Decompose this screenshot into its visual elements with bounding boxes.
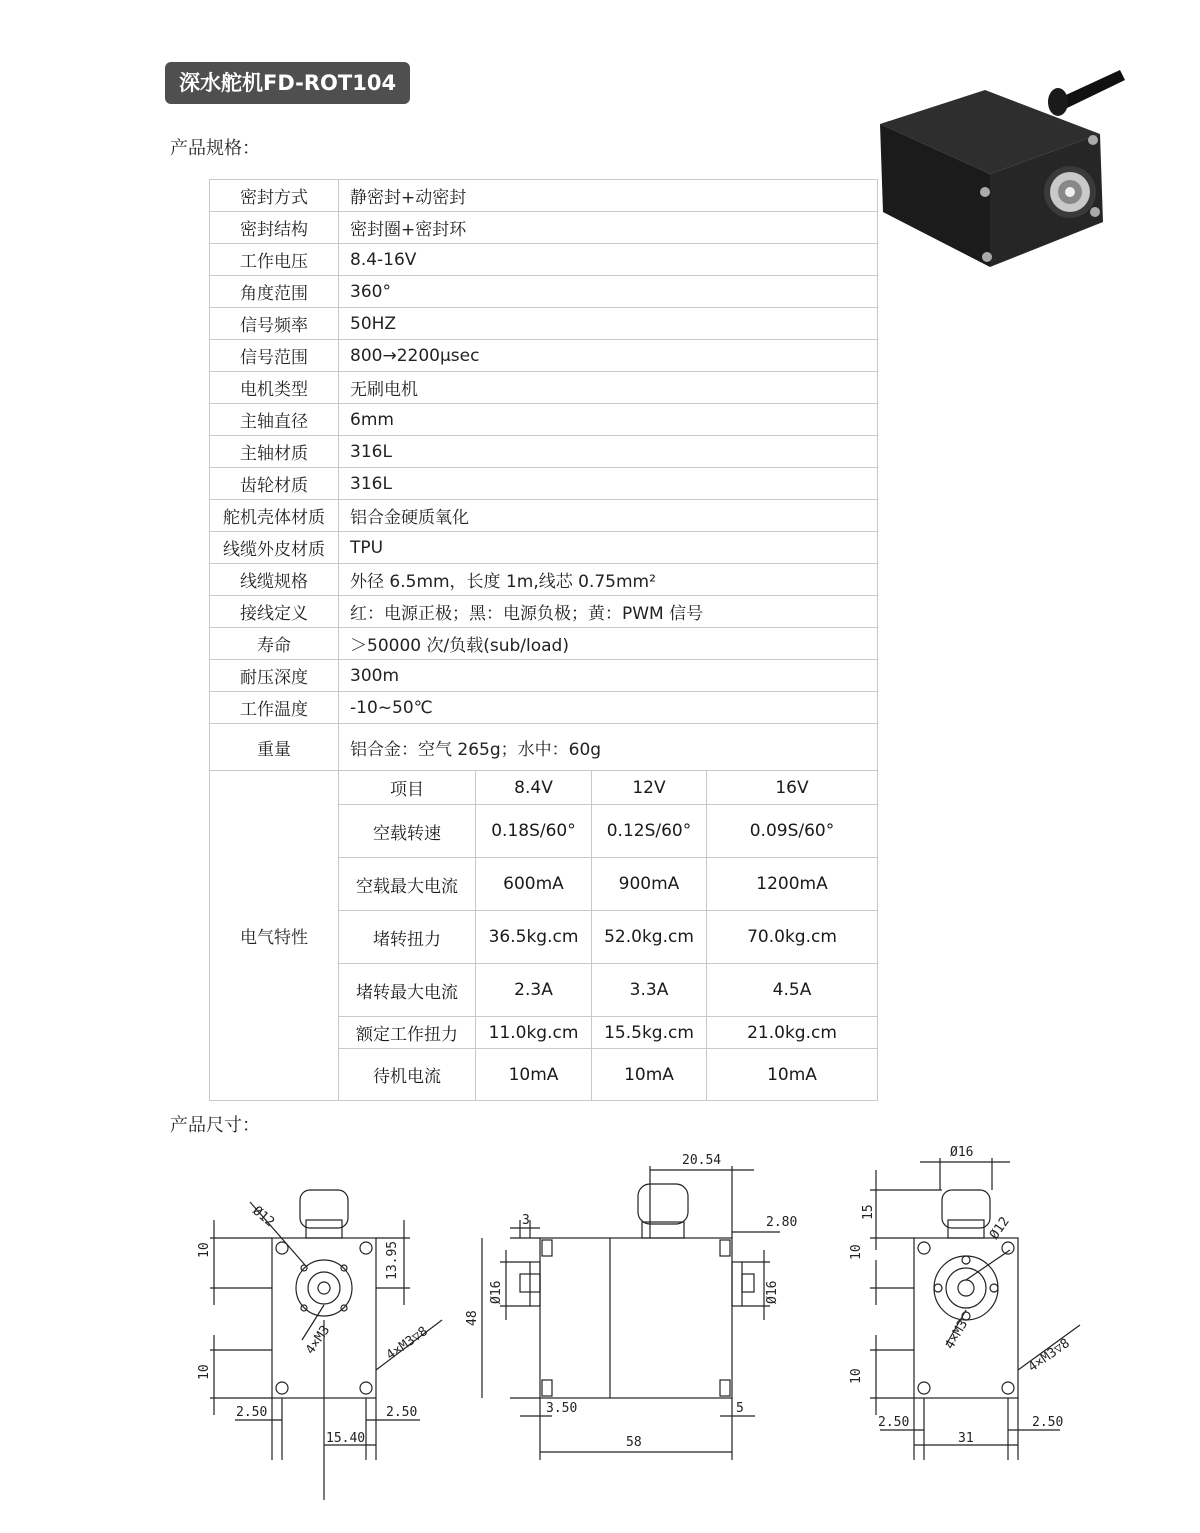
electrical-item: 空载最大电流 — [339, 858, 476, 911]
electrical-header-row — [210, 771, 878, 805]
spec-value: 50HZ — [339, 308, 878, 340]
spec-label: 耐压深度 — [210, 660, 339, 692]
electrical-item: 额定工作扭力 — [339, 1017, 476, 1049]
spec-label: 工作电压 — [210, 244, 339, 276]
electrical-value: 0.18S/60° — [476, 805, 592, 858]
spec-value: 6mm — [339, 404, 878, 436]
spec-section-label: 产品规格： — [170, 138, 260, 159]
electrical-value: 3.3A — [592, 964, 707, 1017]
electrical-value: 0.12S/60° — [592, 805, 707, 858]
spec-value: 316L — [339, 436, 878, 468]
electrical-value: 600mA — [476, 858, 592, 911]
spec-label: 信号范围 — [210, 340, 339, 372]
back-dim-d12: Ø12 — [986, 1214, 1013, 1243]
electrical-header-cell: 16V — [707, 771, 878, 805]
electrical-value: 10mA — [707, 1049, 878, 1101]
front-dim-10-top: 10 — [197, 1242, 212, 1258]
back-dim-d16: Ø16 — [950, 1145, 974, 1160]
side-dim-d16-right: Ø16 — [765, 1280, 780, 1304]
back-dim-m3-depth: 4×M3▽8 — [1025, 1336, 1073, 1376]
electrical-value: 4.5A — [707, 964, 878, 1017]
back-dim-10-bottom: 10 — [849, 1368, 864, 1384]
electrical-item: 堵转最大电流 — [339, 964, 476, 1017]
spec-row — [210, 628, 878, 660]
size-section-label: 产品尺寸： — [170, 1115, 260, 1136]
spec-row — [210, 596, 878, 628]
spec-label: 齿轮材质 — [210, 468, 339, 500]
spec-value: ＞50000 次/负载(sub/load) — [339, 628, 878, 660]
electrical-label: 电气特性 — [210, 771, 339, 1101]
electrical-item: 空载转速 — [339, 805, 476, 858]
side-dim-58: 58 — [626, 1435, 642, 1450]
spec-row — [210, 276, 878, 308]
electrical-value: 10mA — [592, 1049, 707, 1101]
spec-value: TPU — [339, 532, 878, 564]
spec-value: 300m — [339, 660, 878, 692]
electrical-header-cell: 项目 — [339, 771, 476, 805]
electrical-item: 堵转扭力 — [339, 911, 476, 964]
spec-value: 铝合金硬质氧化 — [339, 500, 878, 532]
spec-row — [210, 468, 878, 500]
electrical-value: 2.3A — [476, 964, 592, 1017]
spec-row — [210, 692, 878, 724]
electrical-header-cell: 12V — [592, 771, 707, 805]
spec-label: 角度范围 — [210, 276, 339, 308]
spec-row — [210, 564, 878, 596]
side-dim-2-80: 2.80 — [766, 1215, 798, 1230]
spec-value: 静密封+动密封 — [339, 180, 878, 212]
spec-label: 主轴直径 — [210, 404, 339, 436]
spec-value: 密封圈+密封环 — [339, 212, 878, 244]
side-dim-48: 48 — [465, 1310, 480, 1326]
front-dim-13-95: 13.95 — [385, 1240, 400, 1280]
spec-label: 线缆规格 — [210, 564, 339, 596]
spec-value: 360° — [339, 276, 878, 308]
front-dim-2-50-left: 2.50 — [236, 1405, 268, 1420]
spec-label: 信号频率 — [210, 308, 339, 340]
spec-value: -10~50℃ — [339, 692, 878, 724]
spec-row — [210, 532, 878, 564]
servo-product-photo — [875, 62, 1130, 272]
spec-label: 线缆外皮材质 — [210, 532, 339, 564]
spec-label: 接线定义 — [210, 596, 339, 628]
spec-value: 外径 6.5mm，长度 1m,线芯 0.75mm² — [339, 564, 878, 596]
side-dim-d16-left: Ø16 — [489, 1280, 504, 1304]
front-dim-15-40: 15.40 — [326, 1431, 366, 1446]
spec-value: 800→2200μsec — [339, 340, 878, 372]
electrical-value: 21.0kg.cm — [707, 1017, 878, 1049]
back-dim-15: 15 — [861, 1204, 876, 1220]
spec-label: 密封结构 — [210, 212, 339, 244]
spec-value: 铝合金：空气 265g；水中：60g — [339, 724, 878, 771]
spec-value: 无刷电机 — [339, 372, 878, 404]
back-dim-2-50-right: 2.50 — [1032, 1415, 1064, 1430]
back-dim-10-top: 10 — [849, 1244, 864, 1260]
page-title: 深水舵机FD-ROT104 — [165, 62, 410, 104]
spec-row — [210, 340, 878, 372]
spec-table — [209, 179, 878, 1101]
spec-row — [210, 436, 878, 468]
spec-row — [210, 500, 878, 532]
spec-label: 寿命 — [210, 628, 339, 660]
spec-row — [210, 372, 878, 404]
spec-label: 主轴材质 — [210, 436, 339, 468]
electrical-value: 0.09S/60° — [707, 805, 878, 858]
spec-value: 红：电源正极；黑：电源负极；黄：PWM 信号 — [339, 596, 878, 628]
spec-row — [210, 244, 878, 276]
electrical-value: 15.5kg.cm — [592, 1017, 707, 1049]
spec-row — [210, 180, 878, 212]
front-dim-d12: Ø12 — [249, 1203, 278, 1231]
spec-row — [210, 724, 878, 771]
spec-row — [210, 308, 878, 340]
side-dim-20-54: 20.54 — [682, 1153, 722, 1168]
electrical-value: 900mA — [592, 858, 707, 911]
front-dim-m3-depth: 4×M3▽8 — [383, 1324, 431, 1364]
electrical-value: 70.0kg.cm — [707, 911, 878, 964]
spec-label: 密封方式 — [210, 180, 339, 212]
front-dim-10-bottom: 10 — [197, 1364, 212, 1380]
spec-label: 电机类型 — [210, 372, 339, 404]
electrical-value: 52.0kg.cm — [592, 911, 707, 964]
spec-row — [210, 660, 878, 692]
electrical-value: 1200mA — [707, 858, 878, 911]
electrical-value: 11.0kg.cm — [476, 1017, 592, 1049]
electrical-item: 待机电流 — [339, 1049, 476, 1101]
electrical-value: 36.5kg.cm — [476, 911, 592, 964]
spec-value: 316L — [339, 468, 878, 500]
side-dim-3-50: 3.50 — [546, 1401, 578, 1416]
side-dim-5: 5 — [736, 1401, 744, 1416]
front-dim-2-50-right: 2.50 — [386, 1405, 418, 1420]
back-dim-2-50-left: 2.50 — [878, 1415, 910, 1430]
spec-label: 工作温度 — [210, 692, 339, 724]
spec-label: 舵机壳体材质 — [210, 500, 339, 532]
spec-row — [210, 212, 878, 244]
dimension-drawings — [180, 1140, 1120, 1520]
electrical-value: 10mA — [476, 1049, 592, 1101]
spec-row — [210, 404, 878, 436]
spec-value: 8.4-16V — [339, 244, 878, 276]
side-dim-3: 3 — [522, 1213, 530, 1228]
back-dim-4xm3: 4×M3 — [942, 1317, 972, 1352]
back-dim-31: 31 — [958, 1431, 974, 1446]
spec-label: 重量 — [210, 724, 339, 771]
front-dim-4xm3: 4×M3 — [302, 1323, 334, 1358]
electrical-header-cell: 8.4V — [476, 771, 592, 805]
